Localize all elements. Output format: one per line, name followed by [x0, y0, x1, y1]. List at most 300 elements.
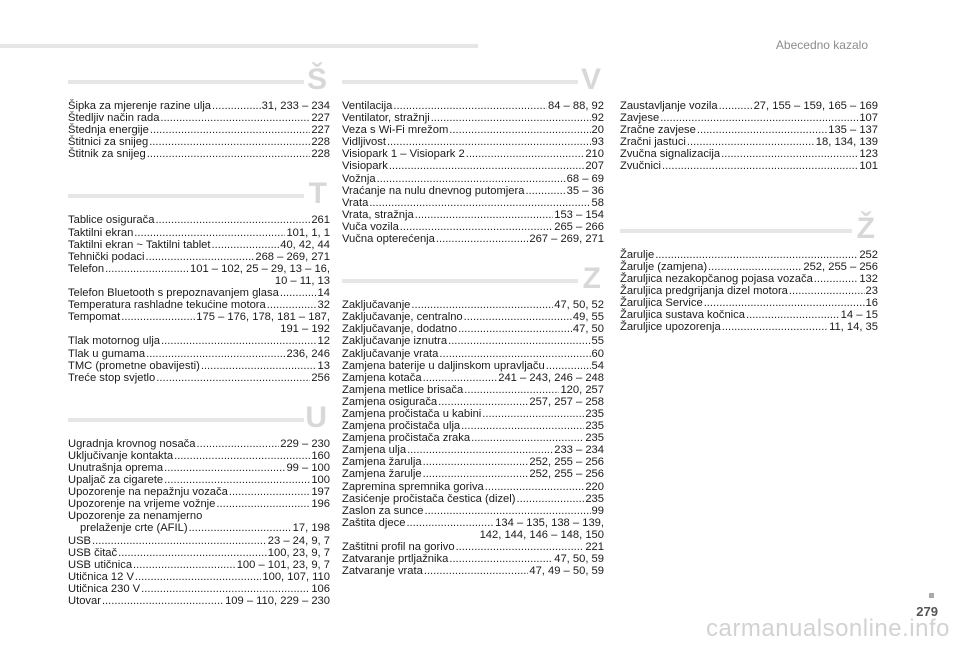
index-entry	[68, 124, 330, 136]
index-entry	[68, 486, 330, 498]
entry-term: Žarulje (zamjena)	[620, 260, 708, 273]
entry-pages: 60	[591, 347, 604, 360]
section-letter: Š	[306, 63, 327, 96]
entry-pages: 99 – 100	[286, 461, 330, 474]
watermark: carmanualsonline.info	[706, 615, 950, 642]
entry-term: USB	[68, 534, 92, 547]
entry-term: Ventilator, stražnji	[342, 112, 430, 125]
index-entry	[68, 251, 330, 263]
index-entry	[342, 565, 604, 577]
index-section	[342, 259, 604, 577]
index-entry	[620, 136, 878, 148]
dot-leader	[424, 505, 590, 517]
dot-leader	[147, 148, 311, 160]
entry-pages: 49, 55	[572, 311, 604, 324]
index-entry	[68, 583, 330, 595]
index-entry	[620, 100, 878, 112]
entry-pages: 257, 257 – 258	[529, 395, 604, 408]
entry-pages: 101, 1, 1	[286, 226, 330, 239]
entry-term: TMC (prometne obavijesti)	[68, 359, 200, 372]
entry-term: Zaustavljanje vozila	[620, 100, 718, 112]
index-entry	[620, 160, 878, 172]
entry-term: Visiopark	[342, 160, 388, 173]
dot-leader	[387, 136, 591, 148]
entry-pages: 236, 246	[286, 347, 330, 360]
entry-term: Telefon Bluetooth s prepoznavanjem glasa	[68, 287, 279, 300]
entry-pages: 256	[311, 371, 330, 384]
entry-term: Utičnica 230 V	[68, 582, 141, 595]
entry-pages: 100, 107, 110	[262, 570, 330, 583]
entry-pages: 18, 134, 139	[815, 136, 878, 149]
entry-term: Zaštita djece	[342, 516, 406, 529]
entry-pages: 134 – 135, 138 – 139,	[495, 516, 604, 529]
entry-term: Tlak motornog ulja	[68, 335, 161, 348]
page-title: Abecedno kazalo	[775, 38, 868, 52]
entry-term: Žaruljice upozorenja	[620, 321, 721, 334]
entry-pages: 93	[591, 136, 604, 149]
index-entry	[68, 263, 330, 287]
dot-leader	[407, 444, 553, 456]
entry-pages: 23 – 24, 9, 7	[267, 534, 330, 547]
entry-term: Zaključavanje vrata	[342, 347, 439, 360]
index-entry	[342, 173, 604, 185]
index-entry	[620, 321, 878, 333]
entry-term: Uključivanje kontakta	[68, 449, 174, 462]
entry-pages: 11, 14, 35	[829, 321, 878, 334]
entry-pages: 54	[591, 359, 604, 372]
entry-term: Veza s Wi-Fi mrežom	[342, 124, 449, 137]
dot-leader	[411, 299, 553, 311]
dot-leader	[466, 148, 585, 160]
entry-pages: 100, 23, 9, 7	[267, 546, 330, 559]
index-entry	[620, 148, 878, 160]
entry-term: Upaljač za cigarete	[68, 474, 164, 487]
dot-leader	[216, 498, 310, 510]
index-entry	[68, 214, 330, 226]
index-entry	[68, 335, 330, 347]
dot-leader	[423, 372, 498, 384]
dot-leader	[164, 474, 310, 486]
index-entry	[68, 112, 330, 124]
index-entry	[342, 112, 604, 124]
dot-leader	[267, 299, 317, 311]
index-section	[620, 100, 878, 209]
entry-term: Telefon	[68, 262, 105, 275]
dot-leader	[389, 160, 585, 172]
entry-pages: 107	[859, 112, 878, 125]
entry-pages: 123	[859, 148, 878, 161]
dot-leader	[719, 100, 753, 112]
entry-pages: 261	[311, 214, 330, 227]
entry-term: Zračne zavjese	[620, 124, 696, 137]
entry-pages: 120, 257	[560, 383, 604, 396]
dot-leader	[164, 462, 285, 474]
entry-pages: 228	[311, 148, 330, 161]
section-rule	[620, 229, 852, 233]
index-entry	[342, 372, 604, 384]
entry-pages: 47, 50	[572, 323, 604, 336]
index-entry	[68, 100, 330, 112]
dot-leader	[133, 559, 236, 571]
section-letter: U	[305, 400, 327, 434]
entry-pages: 99	[591, 504, 604, 517]
index-entry	[68, 547, 330, 559]
dot-leader	[161, 335, 317, 347]
entry-term: Šipka za mjerenje razine ulja	[68, 100, 212, 112]
index-entry	[68, 450, 330, 462]
entry-term: Žaruljica nezakopčanog pojasa vozača	[620, 272, 813, 285]
index-entry	[68, 522, 330, 534]
dot-leader	[406, 517, 494, 529]
section-header	[68, 398, 330, 438]
dot-leader	[708, 261, 802, 273]
entry-list	[68, 214, 330, 383]
section-header	[342, 60, 604, 100]
index-entry	[342, 541, 604, 553]
dot-leader	[464, 311, 572, 323]
index-column-2	[342, 60, 604, 577]
entry-pages: 16	[865, 296, 878, 309]
dot-leader	[146, 348, 285, 360]
entry-term: Zamjena baterije u daljinskom upravljaču	[342, 359, 545, 372]
entry-term: Zaslon za sunce	[342, 504, 424, 517]
index-entry	[342, 360, 604, 372]
entry-pages: 27, 155 – 159, 165 – 169	[753, 100, 878, 112]
entry-list	[342, 299, 604, 577]
entry-term: Zaključavanje	[342, 299, 411, 312]
entry-term: Zamjena pročistača u kabini	[342, 407, 482, 420]
dot-leader	[461, 420, 584, 432]
entry-pages: 252, 255 – 256	[529, 456, 604, 469]
index-entry	[68, 227, 330, 239]
top-rule	[0, 44, 478, 48]
entry-pages: 210	[585, 148, 604, 161]
entry-pages: 175 – 176, 178, 181 – 187,	[196, 311, 330, 324]
entry-term: Ugradnja krovnog nosača	[68, 437, 196, 450]
entry-term: Zamjena žarulja	[342, 456, 422, 469]
dot-leader	[704, 297, 865, 309]
index-entry	[68, 239, 330, 251]
entry-pages: 265 – 266	[554, 220, 604, 233]
dot-leader	[189, 522, 292, 534]
dot-leader	[431, 112, 591, 124]
dot-leader	[415, 209, 554, 221]
dot-leader	[525, 185, 565, 197]
entry-term: Zamjena metlice brisača	[342, 383, 464, 396]
entry-pages: 13	[317, 359, 330, 372]
index-entry	[620, 112, 878, 124]
entry-list	[620, 249, 878, 334]
dot-leader	[722, 321, 828, 333]
entry-term: Zaključavanje iznutra	[342, 335, 448, 348]
entry-term: Tablice osigurača	[68, 214, 155, 227]
index-entry	[342, 456, 604, 468]
entry-term: Zvučnici	[620, 160, 662, 173]
index-entry	[342, 100, 604, 112]
index-entry	[342, 124, 604, 136]
entry-pages: 235	[585, 432, 604, 445]
entry-list	[68, 100, 330, 160]
index-entry	[68, 136, 330, 148]
index-entry	[68, 559, 330, 571]
entry-term: Vuča vozila	[342, 220, 399, 233]
index-entry	[68, 348, 330, 360]
dot-leader	[449, 553, 553, 565]
entry-term: USB utičnica	[68, 558, 133, 571]
entry-term: Zamjena pročistača ulja	[342, 420, 461, 433]
index-entry	[342, 517, 604, 541]
dot-leader	[436, 233, 528, 245]
index-entry	[68, 571, 330, 583]
dot-leader	[92, 535, 267, 547]
entry-list	[68, 438, 330, 607]
entry-pages: 227	[311, 124, 330, 137]
dot-leader	[369, 197, 590, 209]
dot-leader	[174, 450, 310, 462]
dot-leader	[697, 124, 827, 136]
index-entry	[342, 505, 604, 517]
entry-pages: 241 – 243, 246 – 248	[498, 371, 604, 384]
entry-pages: 220	[585, 480, 604, 493]
section-header	[342, 259, 604, 299]
index-entry	[342, 209, 604, 221]
entry-term: Zračni jastuci	[620, 136, 686, 149]
index-entry	[68, 311, 330, 335]
index-entry	[342, 396, 604, 408]
entry-term: Žaruljica sustava kočnica	[620, 309, 745, 322]
index-entry	[342, 553, 604, 565]
dot-leader	[160, 112, 310, 124]
index-entry	[620, 273, 878, 285]
index-entry	[342, 136, 604, 148]
entry-pages: 109 – 110, 229 – 230	[225, 595, 330, 607]
entry-term: Zasićenje pročistača čestica (dizel)	[342, 492, 516, 505]
index-entry	[342, 408, 604, 420]
index-entry	[620, 297, 878, 309]
index-entry	[68, 148, 330, 160]
index-column-1	[68, 60, 330, 607]
entry-term: Zamjena osigurača	[342, 395, 438, 408]
page-number: 279	[916, 604, 938, 619]
page-marker-square	[929, 593, 934, 598]
dot-leader	[456, 541, 585, 553]
entry-pages: 228	[311, 136, 330, 149]
entry-pages: 229 – 230	[280, 437, 330, 450]
index-entry	[68, 299, 330, 311]
entry-term: Zaključavanje, centralno	[342, 311, 463, 324]
entry-term: Upozorenje na vrijeme vožnje	[68, 498, 216, 511]
index-entry	[68, 438, 330, 450]
entry-term: Zvučna signalizacija	[620, 148, 721, 161]
entry-term: Štednja energije	[68, 124, 149, 137]
index-entry	[342, 233, 604, 245]
dot-leader	[105, 263, 189, 275]
entry-term: Upozorenje na nepažnju vozača	[68, 486, 228, 499]
entry-term: Zaštitni profil na gorivo	[342, 541, 455, 553]
entry-term: Zamjena ulja	[342, 444, 407, 457]
dot-leader	[149, 136, 310, 148]
entry-pages: 268 – 269, 271	[255, 250, 330, 263]
entry-term: Temperatura rashladne tekućine motora	[68, 299, 266, 312]
index-entry	[342, 348, 604, 360]
section-letter: V	[580, 63, 601, 96]
entry-term: Štitnik za snijeg	[68, 148, 146, 161]
entry-term: Zaključavanje, dodatno	[342, 323, 458, 336]
section-rule	[68, 418, 304, 422]
dot-leader	[660, 112, 858, 124]
entry-pages: 84 – 88, 92	[548, 100, 604, 112]
dot-leader	[141, 583, 310, 595]
index-section	[68, 174, 330, 397]
dot-leader	[212, 100, 261, 112]
entry-term: Unutrašnja oprema	[68, 461, 164, 474]
entry-term: Štedljiv način rada	[68, 112, 160, 125]
entry-term: Zapremina spremnika goriva	[342, 480, 484, 493]
entry-term: Zavjese	[620, 112, 660, 125]
entry-term: Vraćanje na nulu dnevnog putomjera	[342, 184, 525, 197]
index-column-3	[620, 100, 878, 333]
entry-pages-continued: 191 – 192	[280, 323, 330, 336]
entry-pages: 47, 49 – 50, 59	[529, 565, 604, 578]
dot-leader	[280, 287, 317, 299]
dot-leader	[423, 456, 529, 468]
dot-leader	[424, 565, 529, 577]
index-entry	[620, 309, 878, 321]
dot-leader	[464, 384, 559, 396]
entry-pages: 14	[317, 287, 330, 300]
index-section	[342, 60, 604, 259]
index-entry	[342, 197, 604, 209]
entry-list	[620, 100, 878, 173]
dot-leader	[121, 311, 195, 323]
entry-term: Vrata	[342, 196, 369, 209]
index-entry	[342, 311, 604, 323]
index-entry	[68, 535, 330, 547]
entry-pages: 235	[585, 492, 604, 505]
entry-term: USB čitač	[68, 546, 118, 559]
section-letter: Z	[582, 262, 601, 296]
entry-pages: 227	[311, 112, 330, 125]
section-letter: Ž	[856, 211, 875, 245]
entry-term: Vožnja	[342, 172, 376, 185]
entry-term: Utičnica 12 V	[68, 570, 134, 583]
index-section	[68, 398, 330, 607]
index-entry	[342, 148, 604, 160]
index-entry	[68, 595, 330, 607]
index-entry	[342, 335, 604, 347]
entry-pages: 17, 198	[292, 522, 330, 535]
dot-leader	[118, 547, 267, 559]
entry-pages: 196	[311, 498, 330, 511]
entry-pages: 221	[585, 541, 604, 553]
entry-pages: 47, 50, 59	[554, 553, 604, 566]
dot-leader	[662, 160, 858, 172]
section-header	[68, 174, 330, 214]
entry-term: Zamjena pročistača zraka	[342, 432, 471, 445]
entry-pages: 207	[585, 160, 604, 173]
entry-pages: 12	[317, 335, 330, 348]
entry-list	[342, 100, 604, 245]
section-rule	[68, 194, 304, 198]
dot-leader	[146, 251, 255, 263]
dot-leader	[546, 360, 591, 372]
dot-leader	[458, 323, 572, 335]
index-entry	[68, 474, 330, 486]
entry-term: Taktilni ekran ~ Taktilni tablet	[68, 238, 211, 251]
entry-pages: 35 – 36	[566, 184, 604, 197]
dot-leader	[482, 408, 584, 420]
entry-pages: 132	[859, 272, 878, 285]
entry-pages: 40, 42, 44	[280, 238, 330, 251]
section-rule	[68, 80, 304, 84]
entry-term: Zamjena žarulje	[342, 468, 422, 481]
entry-term: Utovar	[68, 595, 101, 607]
entry-term: Žaruljica predgrijanja dizel motora	[620, 284, 788, 297]
entry-term: Tempomat	[68, 311, 121, 324]
index-entry	[342, 481, 604, 493]
index-entry	[68, 510, 330, 522]
entry-pages: 100 – 101, 23, 9, 7	[236, 558, 330, 571]
dot-leader	[377, 173, 566, 185]
entry-term: Vidljivost	[342, 136, 386, 149]
dot-leader	[655, 249, 858, 261]
index-entry	[342, 444, 604, 456]
index-entry	[620, 124, 878, 136]
dot-leader	[135, 571, 261, 583]
section-header	[68, 60, 330, 100]
index-entry	[68, 360, 330, 372]
dot-leader	[448, 335, 590, 347]
dot-leader	[102, 595, 224, 607]
entry-pages: 153 – 154	[554, 208, 604, 221]
entry-pages: 101	[859, 160, 878, 173]
dot-leader	[400, 221, 553, 233]
entry-term: Zamjena kotača	[342, 371, 422, 384]
dot-leader	[229, 486, 310, 498]
entry-term: Zatvaranje vrata	[342, 565, 423, 578]
index-section	[68, 60, 330, 174]
index-entry	[68, 498, 330, 510]
entry-term: Treće stop svjetlo	[68, 371, 156, 384]
entry-term: Ventilacija	[342, 100, 393, 112]
entry-term: Žaruljica Service	[620, 296, 703, 309]
dot-leader	[134, 227, 285, 239]
index-entry	[342, 384, 604, 396]
entry-term: Vrata, stražnja	[342, 208, 414, 221]
section-rule	[342, 279, 578, 283]
index-entry	[620, 261, 878, 273]
entry-pages: 252	[859, 248, 878, 261]
entry-pages: 197	[311, 486, 330, 499]
entry-pages: 23	[865, 284, 878, 297]
index-entry	[342, 160, 604, 172]
section-letter: T	[308, 177, 327, 211]
entry-pages: 252, 255 – 256	[803, 260, 878, 273]
entry-pages: 267 – 269, 271	[529, 233, 604, 246]
dot-leader	[423, 468, 529, 480]
index-entry	[342, 432, 604, 444]
entry-pages: 233 – 234	[554, 444, 604, 457]
index-entry	[342, 493, 604, 505]
dot-leader	[721, 148, 858, 160]
index-entry	[68, 372, 330, 384]
entry-pages: 92	[591, 112, 604, 125]
dot-leader	[746, 309, 840, 321]
dot-leader	[201, 360, 317, 372]
section-header	[620, 209, 878, 249]
entry-term: Upozorenje za nenamjerno	[68, 510, 203, 523]
index-entry	[342, 299, 604, 311]
